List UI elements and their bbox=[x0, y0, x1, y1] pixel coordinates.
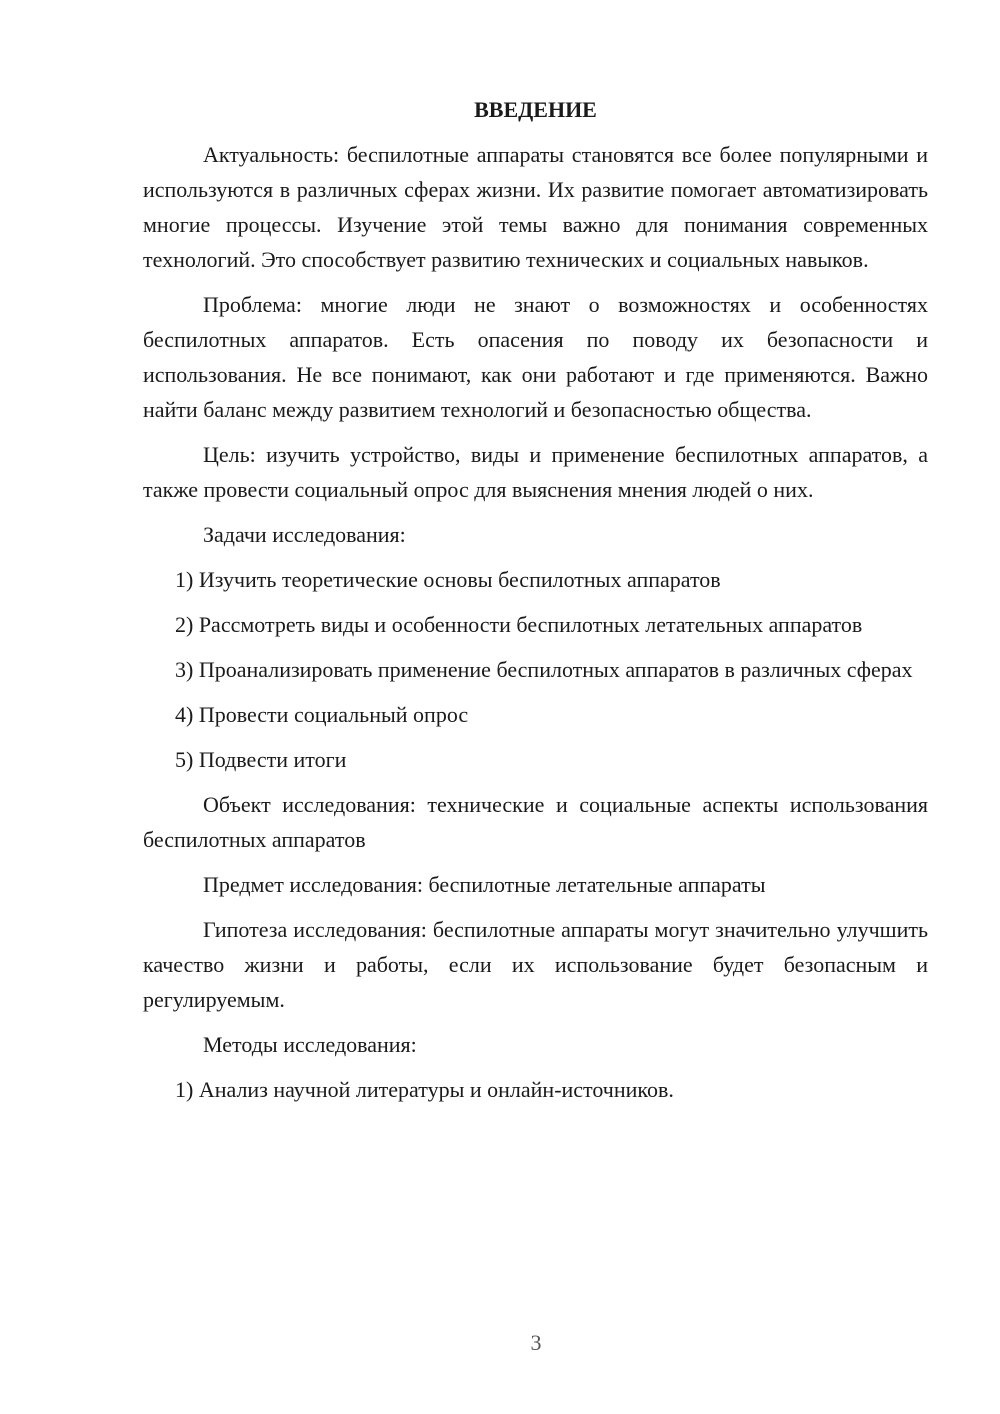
problem-paragraph: Проблема: многие люди не знают о возможностях и особенностях беспилотных аппаратов. Есть опасения по поводу их безопасности и использования. Не все понимают, как они работают и где применяются. Важно найти баланс между развитием технологий и безопасностью общества. bbox=[143, 292, 928, 422]
list-item-task-1: 1) Изучить теоретические основы беспилотных аппаратов bbox=[175, 567, 721, 592]
list-item-method-1: 1) Анализ научной литературы и онлайн-источников. bbox=[175, 1077, 674, 1102]
relevance-paragraph: Актуальность: беспилотные аппараты становятся все более популярными и используются в различных сферах жизни. Их развитие помогает автоматизировать многие процессы. Изучение этой темы важно для понимания современных технологий. Это способствует развитию технических и социальных навыков. bbox=[143, 142, 928, 272]
methods-title: Методы исследования: bbox=[203, 1032, 417, 1057]
subject-paragraph: Предмет исследования: беспилотные летательные аппараты bbox=[203, 872, 766, 897]
page-number: 3 bbox=[530, 1330, 542, 1355]
tasks-list bbox=[143, 562, 928, 777]
list-item-task-3: 3) Проанализировать применение беспилотных аппаратов в различных сферах bbox=[175, 657, 913, 682]
list-item-task-2: 2) Рассмотреть виды и особенности беспилотных летательных аппаратов bbox=[175, 612, 863, 637]
goal-paragraph: Цель: изучить устройство, виды и применение беспилотных аппаратов, а также провести социальный опрос для выяснения мнения людей о них. bbox=[143, 442, 928, 502]
tasks-title: Задачи исследования: bbox=[203, 522, 406, 547]
page-content bbox=[143, 92, 928, 1117]
list-item-task-5: 5) Подвести итоги bbox=[175, 747, 347, 772]
object-paragraph: Объект исследования: технические и социальные аспекты использования беспилотных аппаратов bbox=[143, 792, 928, 852]
hypothesis-paragraph: Гипотеза исследования: беспилотные аппараты могут значительно улучшить качество жизни и работы, если их использование будет безопасным и регулируемым. bbox=[143, 917, 928, 1012]
page-heading: ВВЕДЕНИЕ bbox=[474, 97, 597, 122]
methods-list bbox=[143, 1072, 928, 1107]
list-item-task-4: 4) Провести социальный опрос bbox=[175, 702, 469, 727]
